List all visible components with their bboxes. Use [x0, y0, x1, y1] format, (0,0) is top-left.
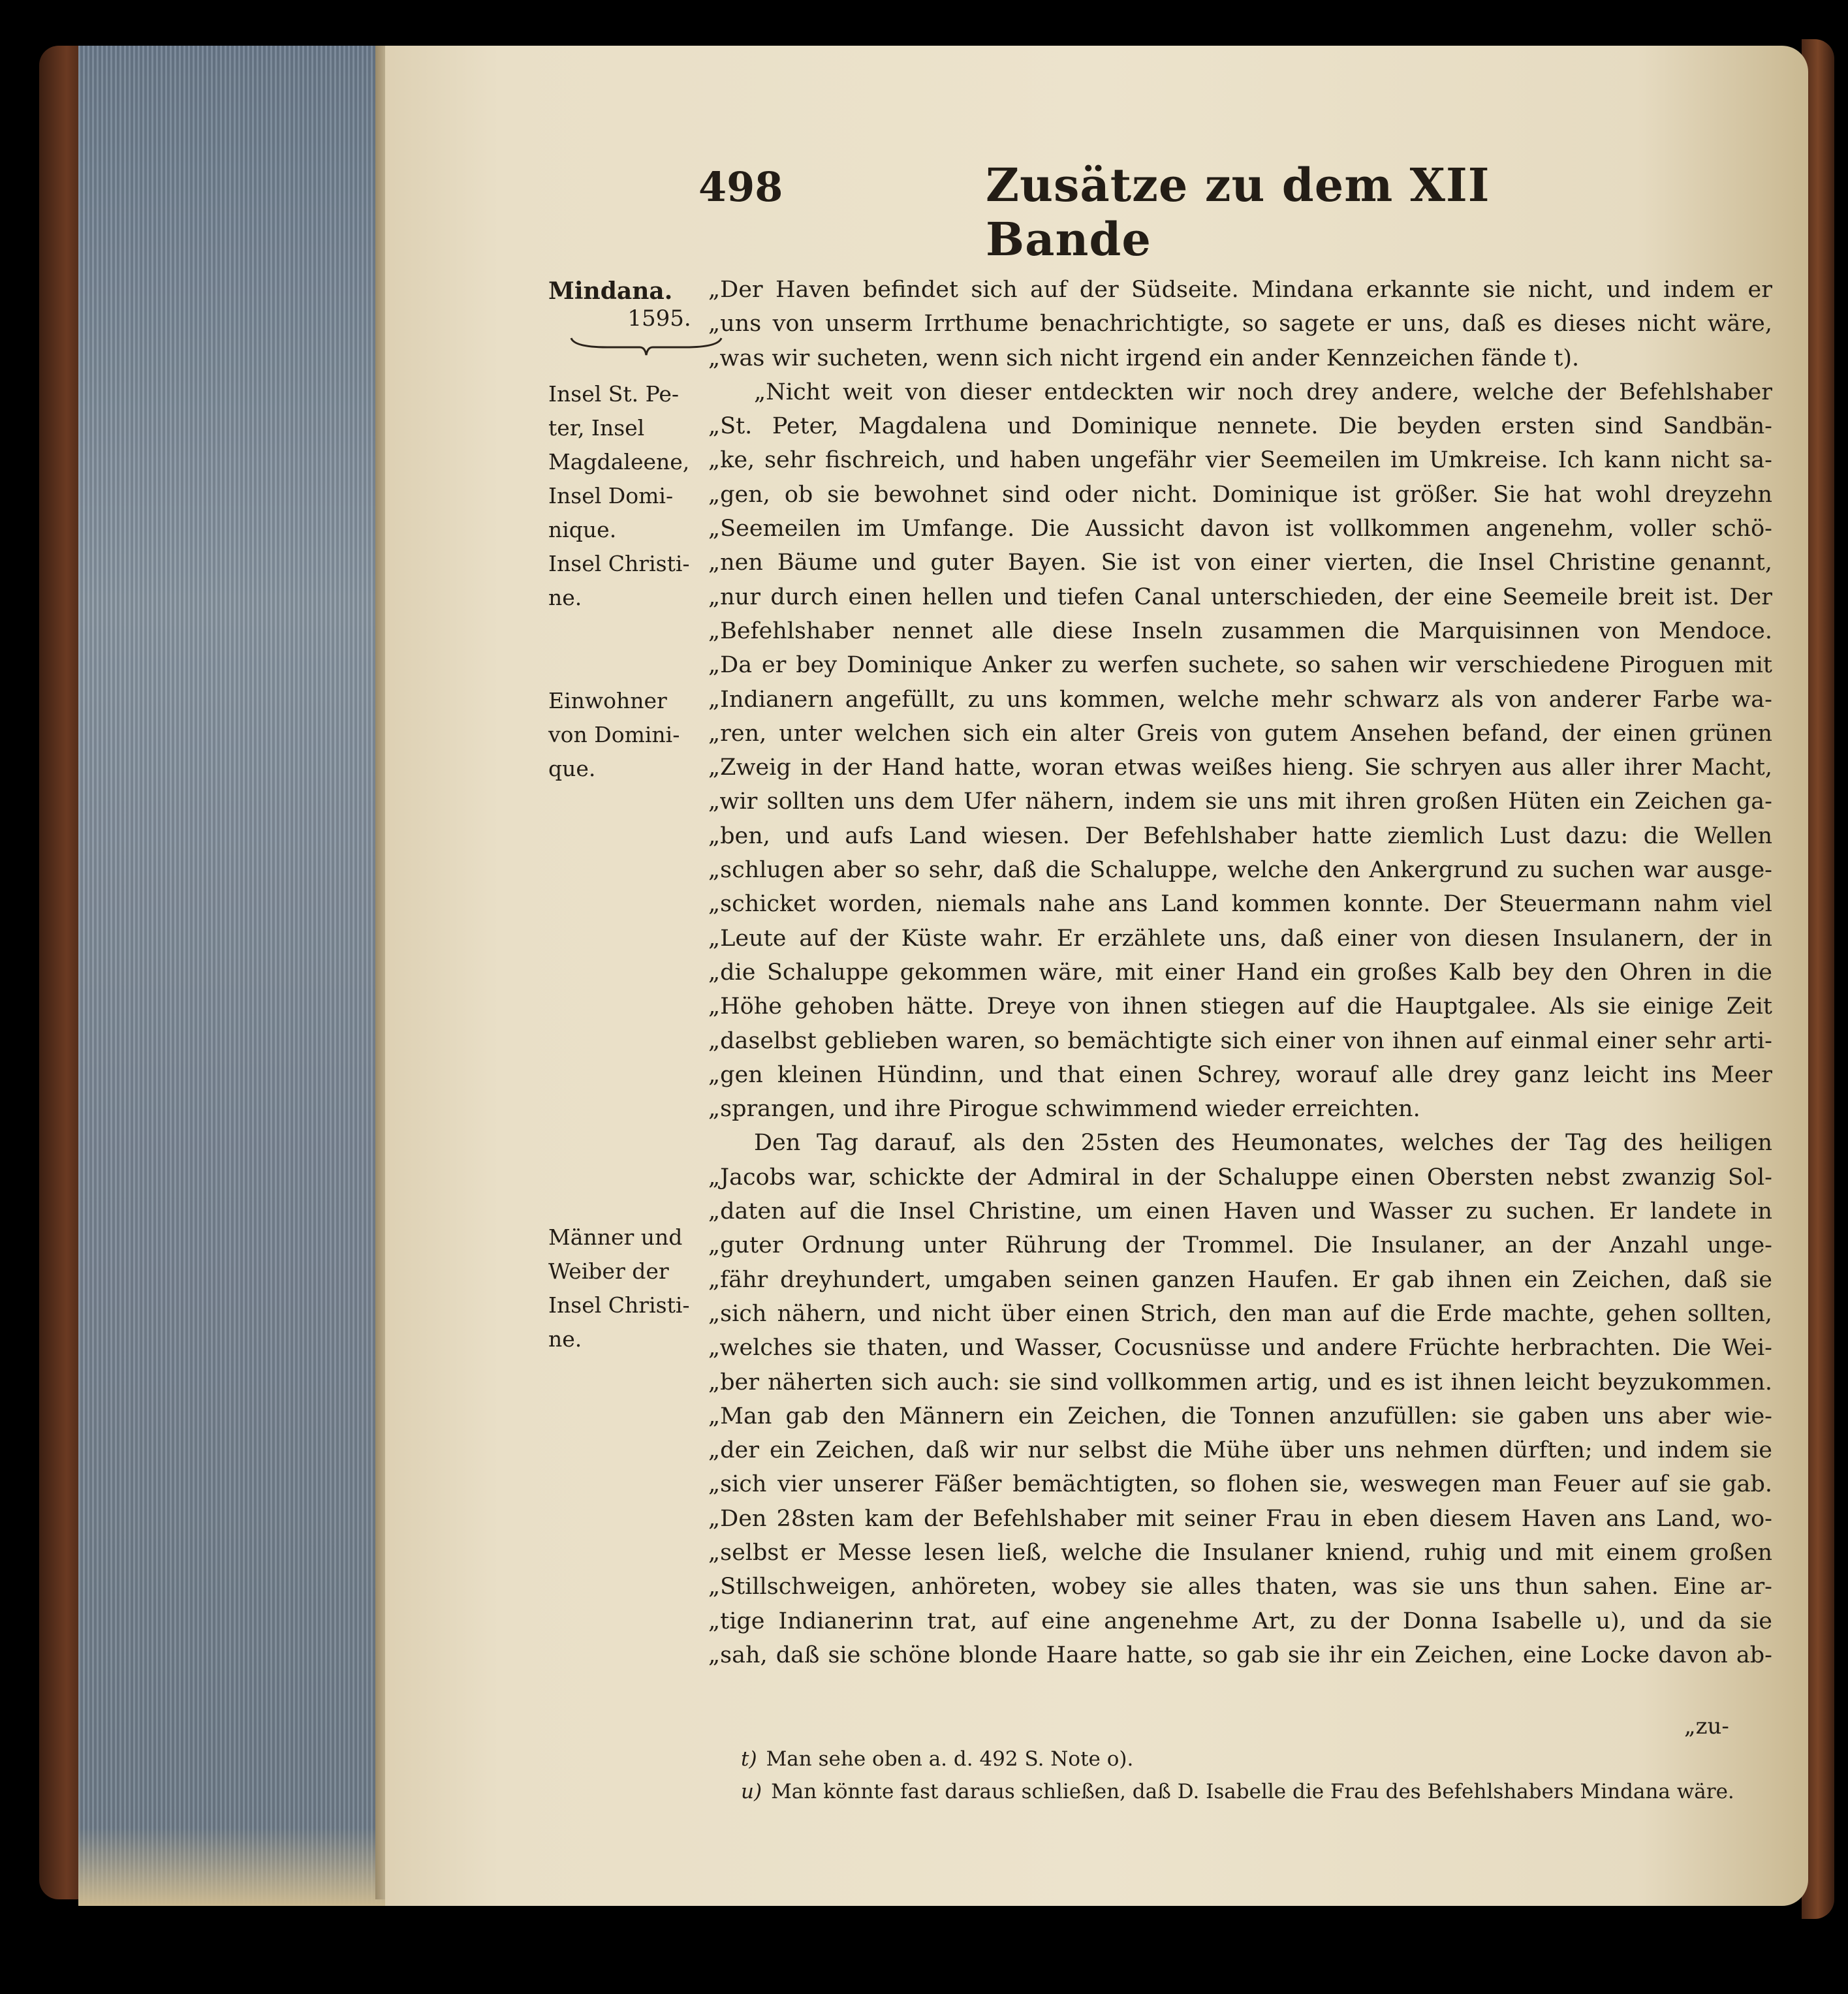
page-edges	[78, 46, 385, 1906]
text-line: „die Schaluppe gekommen wäre, mit einer Hand ein großes Kalb bey den Ohren in die	[708, 959, 1772, 986]
text-line: „sprangen, und ihre Pirogue schwimmend wieder erreichten.	[708, 1096, 1420, 1123]
margin-note-men-women: Männer und Weiber der Insel Christi- ne.	[548, 1224, 690, 1352]
text-line: „schicket worden, niemals nahe ans Land kommen konnte. Der Steuermann nahm viel	[708, 891, 1772, 918]
text-line: „ben, und aufs Land wiesen. Der Befehlshaber hatte ziemlich Lust dazu: die Wellen	[708, 822, 1772, 849]
text-line: „gen kleinen Hündinn, und that einen Schrey, worauf alle drey ganz leicht ins Meer	[708, 1061, 1772, 1088]
body-text	[708, 273, 1772, 1672]
text-line: „Nicht weit von dieser entdeckten wir noch drey andere, welche der Befehlshaber	[754, 379, 1772, 405]
text-line: „Leute auf der Küste wahr. Er erzählete uns, daß einer von diesen Insulanern, der in	[708, 925, 1772, 952]
text-line: „sich nähern, und nicht über einen Strich, den man auf die Erde machte, gehen sollten,	[708, 1300, 1772, 1327]
text-line: „gen, ob sie bewohnet sind oder nicht. Dominique ist größer. Sie hat wohl dreyzehn	[708, 481, 1772, 508]
text-line: „guter Ordnung unter Rührung der Trommel. Die Insulaner, an der Anzahl unge-	[708, 1232, 1772, 1259]
text-line: „ren, unter welchen sich ein alter Greis von gutem Ansehen befand, der einen grünen	[708, 720, 1772, 747]
footnote-mark: t)	[741, 1747, 757, 1771]
footnotes	[741, 1743, 1734, 1808]
text-line: „nen Bäume und guter Bayen. Sie ist von einer vierten, die Insel Christine genannt,	[708, 550, 1772, 576]
running-head: Zusätze zu dem XII Bande	[986, 158, 1490, 266]
text-line: „Indianern angefüllt, zu uns kommen, welche mehr schwarz als von anderer Farbe wa-	[708, 686, 1772, 713]
footnote	[741, 1743, 1720, 1775]
footnote-mark: u)	[741, 1780, 762, 1803]
text-line: „selbst er Messe lesen ließ, welche die Insulaner kniend, ruhig und mit einem großen	[708, 1539, 1772, 1566]
text-line: „der ein Zeichen, daß wir nur selbst die Mühe über uns nehmen dürften; und indem sie	[708, 1437, 1772, 1464]
text-line: Den Tag darauf, als den 25sten des Heumonates, welches der Tag des heiligen	[754, 1130, 1772, 1157]
text-line: „sah, daß sie schöne blonde Haare hatte, so gab sie ihr ein Zeichen, eine Locke davon ab-	[708, 1642, 1772, 1668]
footnote	[741, 1775, 1734, 1808]
text-line: „sich vier unserer Fäßer bemächtigten, so flohen sie, weswegen man Feuer auf sie gab.	[708, 1471, 1772, 1498]
text-line: „Seemeilen im Umfange. Die Aussicht davon ist vollkommen angenehm, voller schö-	[708, 516, 1772, 542]
text-line: „uns von unserm Irrthume benachrichtigte, so sagete er uns, daß es dieses nicht wäre,	[708, 311, 1772, 337]
footnote-text: Man sehe oben a. d. 492 S. Note o).	[766, 1747, 1134, 1771]
book-page	[385, 46, 1808, 1906]
margin-note-inhabitants: Einwohner von Domini- que.	[548, 688, 680, 781]
brace-icon	[568, 333, 725, 359]
text-line: „Da er bey Dominique Anker zu werfen suchete, so sahen wir verschiedene Piroguen mit	[708, 652, 1772, 679]
text-line: „fähr dreyhundert, umgaben seinen ganzen Haufen. Er gab ihnen ein Zeichen, daß sie	[708, 1266, 1772, 1293]
text-line: „wir sollten uns dem Ufer nähern, indem sie uns mit ihren großen Hüten ein Zeichen ga-	[708, 788, 1772, 815]
margin-note-islands: Insel St. Pe- ter, Insel Magdaleene, Insel Domi- nique.	[548, 381, 690, 542]
text-line: „welches sie thaten, und Wasser, Cocusnüsse und andere Früchte herbrachten. Die Wei-	[708, 1335, 1772, 1362]
text-line: „Den 28sten kam der Befehlshaber mit seiner Frau in eben diesem Haven ans Land, wo-	[708, 1505, 1772, 1532]
text-line: „ke, sehr fischreich, und haben ungefähr vier Seemeilen im Umkreise. Ich kann nicht sa-	[708, 447, 1772, 474]
text-line: „Stillschweigen, anhöreten, wobey sie alles thaten, was sie uns thun sahen. Eine ar-	[708, 1574, 1772, 1600]
text-line: „was wir sucheten, wenn sich nicht irgend ein ander Kennzeichen fände t).	[708, 345, 1580, 371]
text-line: „Höhe gehoben hätte. Dreye von ihnen stiegen auf die Hauptgalee. Als sie einige Zeit	[708, 993, 1772, 1020]
text-line: „Befehlshaber nennet alle diese Inseln zusammen die Marquisinnen von Mendoce.	[708, 617, 1772, 644]
text-line: „nur durch einen hellen und tiefen Canal unterschieden, der eine Seemeile breit ist. Der	[708, 584, 1772, 610]
text-line: „St. Peter, Magdalena und Dominique nennete. Die beyden ersten sind Sandbän-	[708, 413, 1772, 440]
text-line: „schlugen aber so sehr, daß die Schaluppe, welche den Ankergrund zu suchen war ausge-	[708, 857, 1772, 884]
text-line: „daselbst geblieben waren, so bemächtigte sich einer von ihnen auf einmal einer sehr arti-	[708, 1027, 1772, 1054]
text-line: „Man gab den Männern ein Zeichen, die Tonnen anzufüllen: sie gaben uns aber wie-	[708, 1403, 1772, 1429]
margin-note-place: Mindana.	[548, 277, 673, 305]
page-number: 498	[698, 163, 783, 211]
margin-note-christine: Insel Christi- ne.	[548, 551, 690, 610]
text-line: „daten auf die Insel Christine, um einen Haven und Wasser zu suchen. Er landete in	[708, 1198, 1772, 1225]
text-line: „Der Haven befindet sich auf der Südseite. Mindana erkannte sie nicht, und indem er	[708, 277, 1772, 303]
margin-note-year: 1595.	[627, 305, 691, 332]
text-line: „Jacobs war, schickte der Admiral in der Schaluppe einen Obersten nebst zwanzig Sol-	[708, 1164, 1772, 1191]
footnote-text: Man könnte fast daraus schließen, daß D. Isabelle die Frau des Befehlshabers Mindana wäre.	[771, 1780, 1734, 1803]
text-line: „tige Indianerinn trat, auf eine angenehme Art, zu der Donna Isabelle u), und da sie	[708, 1608, 1772, 1634]
catchword: „zu-	[1684, 1713, 1729, 1739]
text-line: „ber näherten sich auch: sie sind vollkommen artig, und es ist ihnen leicht beyzukommen.	[708, 1369, 1772, 1395]
text-line: „Zweig in der Hand hatte, woran etwas weißes hieng. Sie schryen aus aller ihrer Macht,	[708, 755, 1772, 781]
